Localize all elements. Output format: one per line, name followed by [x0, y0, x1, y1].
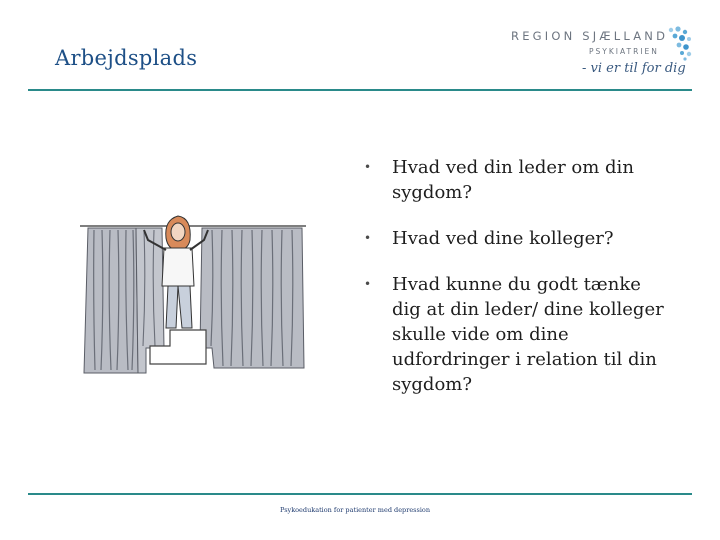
- footer-rule: [28, 493, 692, 495]
- logo-line1: REGION SJÆLLAND: [511, 29, 669, 43]
- curtain-illustration: [74, 188, 314, 383]
- bullet-item: [364, 272, 664, 397]
- footer-text: Psykoedukation for patienter med depression: [280, 506, 431, 514]
- bullet-item: [364, 155, 664, 205]
- header-rule: [28, 89, 692, 91]
- bullet-list: [364, 155, 664, 418]
- bullet-glyph: •: [364, 277, 372, 291]
- bullet-item: [364, 226, 664, 251]
- bullet-text: Hvad ved dine kolleger?: [392, 228, 614, 249]
- bullet-glyph: •: [364, 231, 372, 245]
- logo-line2: PSYKIATRIEN: [589, 47, 659, 56]
- region-sjaelland-logo: [508, 26, 693, 90]
- logo-tagline: - vi er til for dig: [582, 61, 686, 76]
- bullet-text: Hvad kunne du godt tænke dig at din leder/ dine kolleger skulle vide om dine udfordringer i relation til din sygdom?: [392, 274, 664, 395]
- slide-title: Arbejdsplads: [55, 46, 198, 70]
- bullet-glyph: •: [364, 160, 372, 174]
- bullet-text: Hvad ved din leder om din sygdom?: [392, 157, 634, 203]
- logo-dots-icon: [663, 26, 693, 62]
